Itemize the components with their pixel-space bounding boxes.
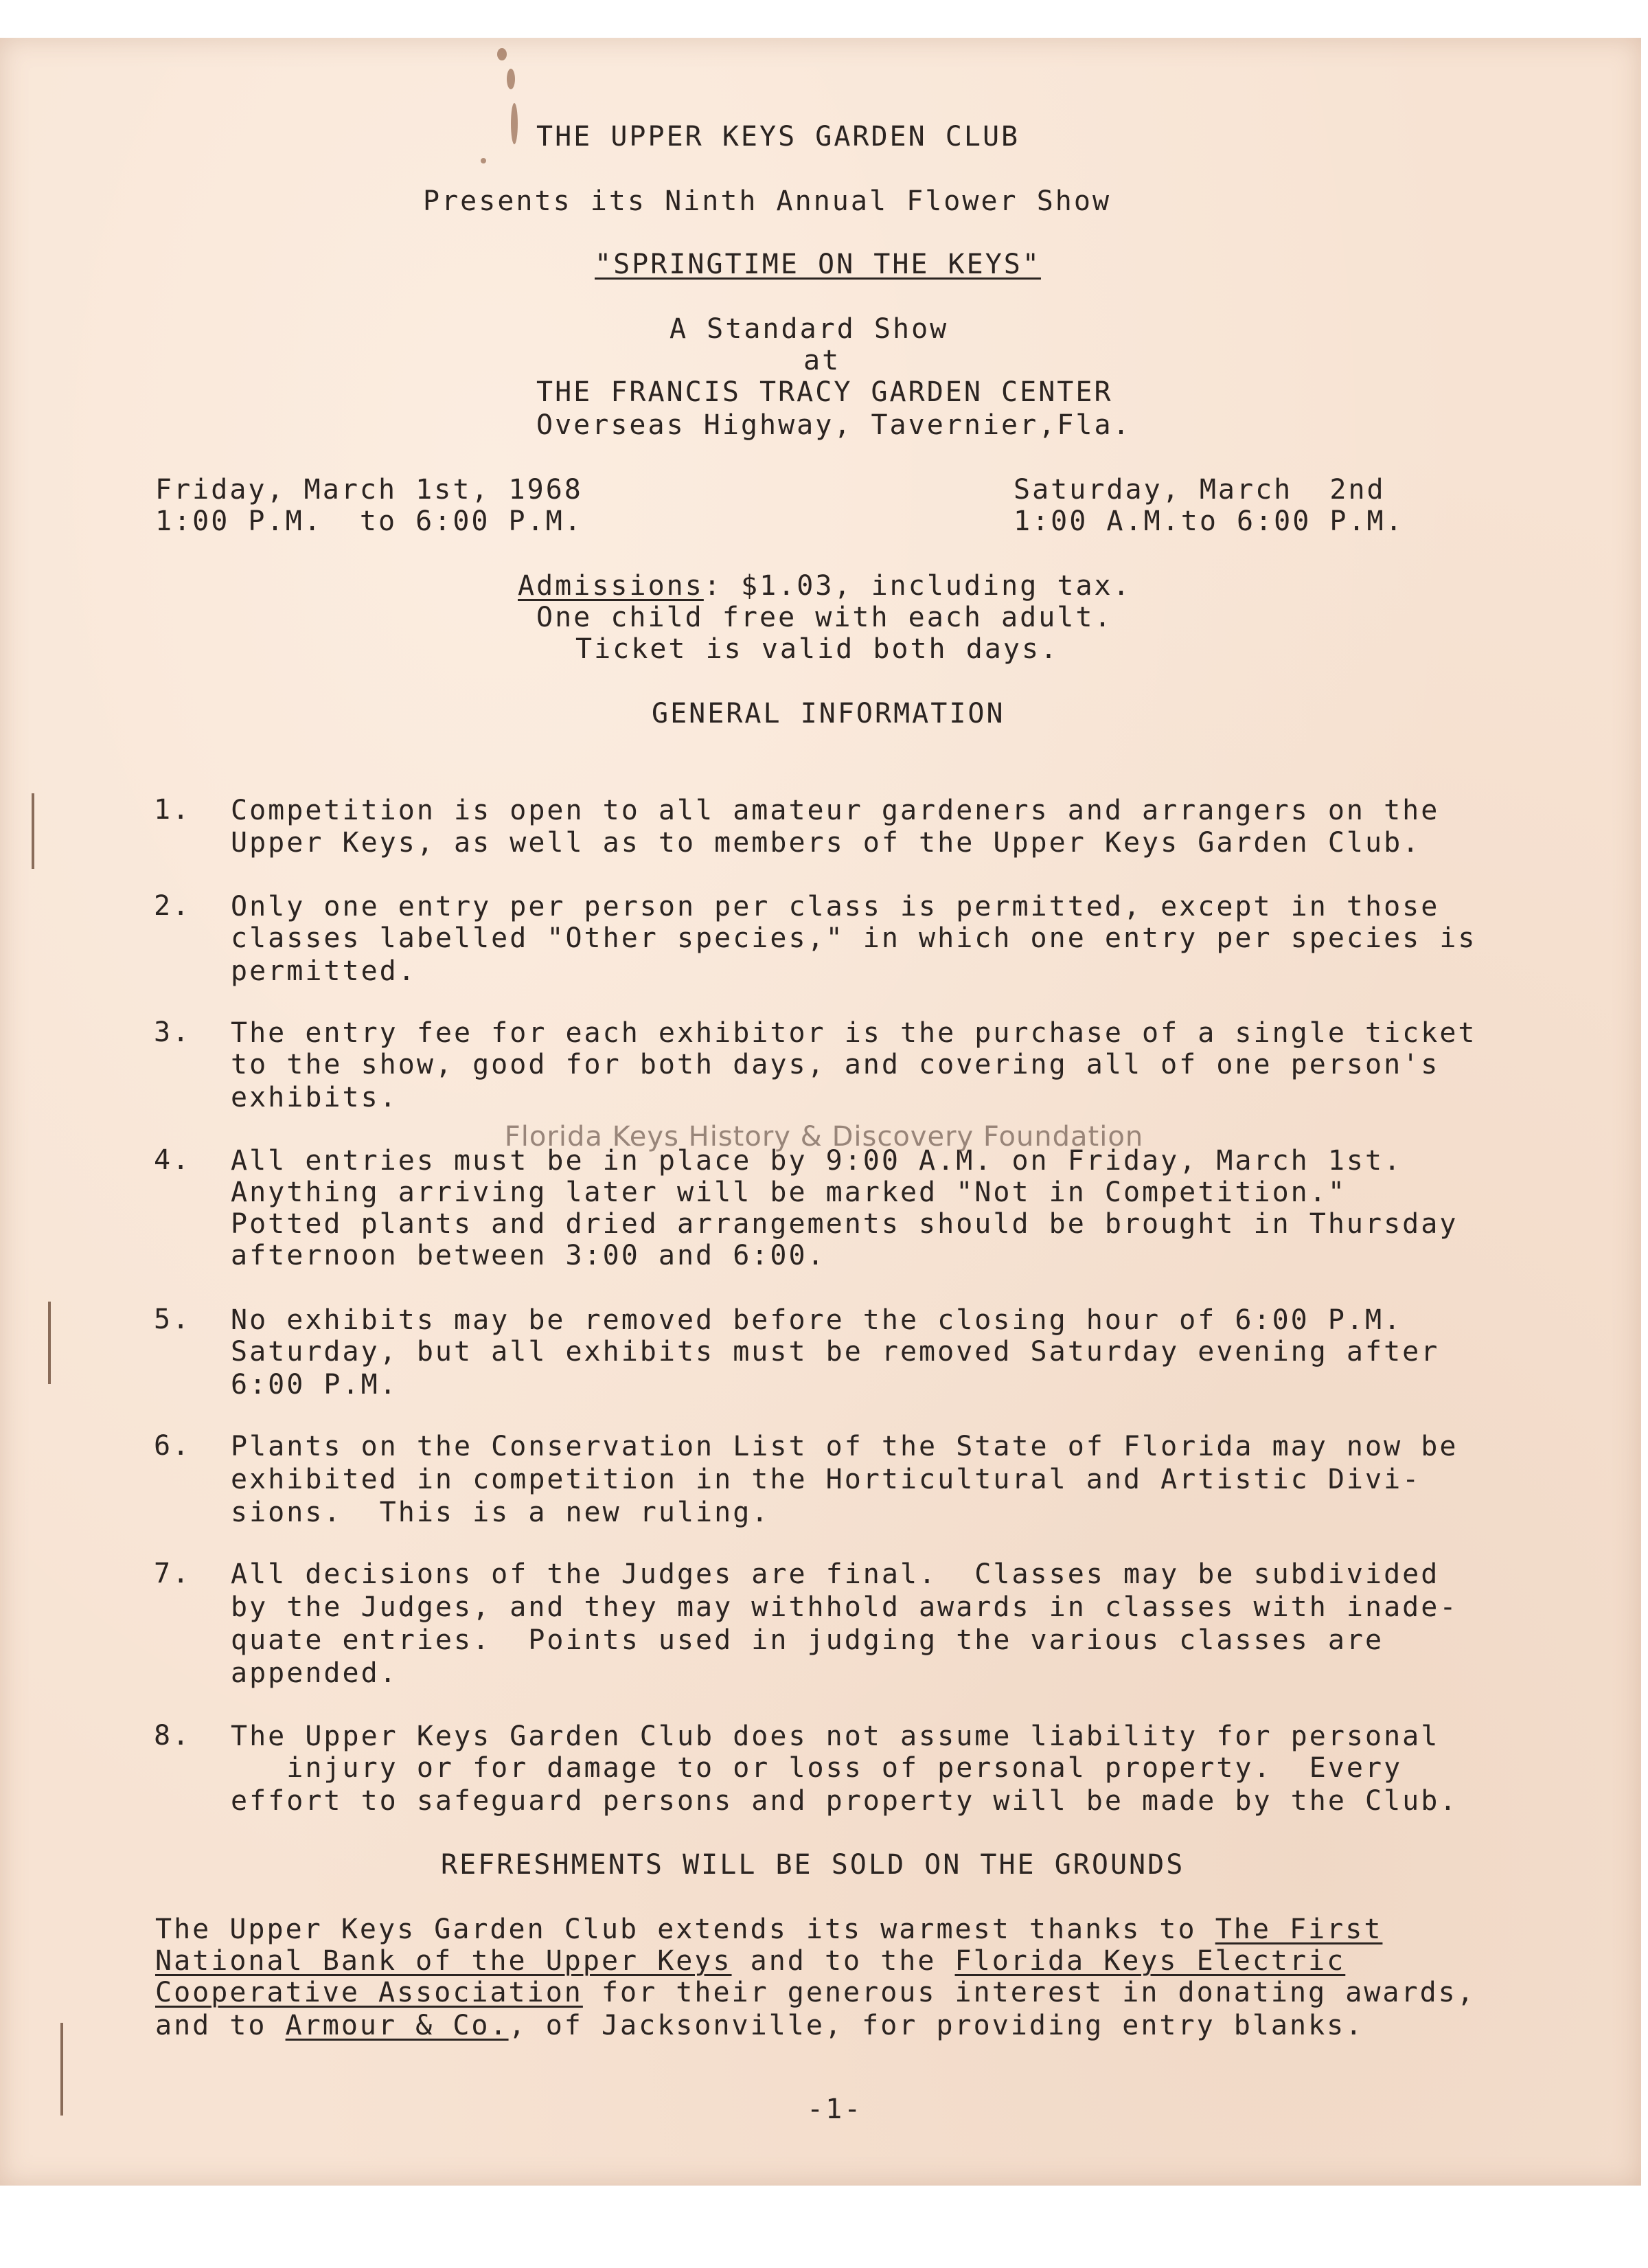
item-line: Only one entry per person per class is permitted, except in those [231,891,1440,922]
item-line: 6:00 P.M. [231,1369,398,1401]
show-theme: "SPRINGTIME ON THE KEYS" [595,249,1041,280]
item-line: by the Judges, and they may withhold awards in classes with inade- [231,1591,1458,1623]
admissions-child: One child free with each adult. [536,602,1113,633]
page-number: -1- [807,2094,863,2125]
item-line: to the show, good for both days, and covering all of one person's [231,1049,1440,1080]
club-title: THE UPPER KEYS GARDEN CLUB [536,121,1020,152]
item-number: 3. [154,1017,192,1048]
sponsor-bank-name: National Bank of the Upper Keys [155,1945,732,1977]
item-number: 5. [154,1304,192,1335]
item-number: 8. [154,1720,192,1751]
item-line: injury or for damage to or loss of personal property. Every [231,1752,1403,1784]
day2-time: 1:00 A.M.to 6:00 P.M. [1014,506,1404,537]
day2-date: Saturday, March 2nd [1014,474,1386,506]
item-number: 2. [154,890,192,922]
binding-mark [32,793,34,869]
item-line: No exhibits may be removed before the closing hour of 6:00 P.M. [231,1304,1403,1336]
sponsor-bank: The First [1215,1914,1383,1945]
admissions-label: Admissions [518,570,704,602]
ink-stain [481,158,486,163]
day1-date: Friday, March 1st, 1968 [155,474,583,506]
item-line: All entries must be in place by 9:00 A.M. on Friday, March 1st. [231,1145,1403,1177]
item-line: Upper Keys, as well as to members of the Upper Keys Garden Club. [231,827,1421,859]
sponsor-armour: Armour & Co. [285,2010,509,2041]
admissions-ticket: Ticket is valid both days. [575,633,1060,665]
venue-name: THE FRANCIS TRACY GARDEN CENTER [536,376,1113,408]
item-line: exhibited in competition in the Horticultural and Artistic Divi- [231,1464,1421,1495]
ink-stain [511,103,518,144]
item-line: sions. This is a new ruling. [231,1497,770,1528]
item-line: Saturday, but all exhibits must be removed Saturday evening after [231,1336,1440,1368]
thanks-text: , of Jacksonville, for providing entry blanks. [508,2010,1364,2041]
item-line: effort to safeguard persons and property will be made by the Club. [231,1785,1458,1817]
item-line: quate entries. Points used in judging the various classes are [231,1624,1384,1656]
item-line: All decisions of the Judges are final. Classes may be subdivided [231,1558,1440,1590]
ink-stain [507,69,515,89]
refreshments-notice: REFRESHMENTS WILL BE SOLD ON THE GROUNDS [441,1849,1185,1881]
item-line: permitted. [231,955,417,987]
ink-stain [497,48,507,60]
thanks-text: and to [155,2010,286,2041]
item-line: afternoon between 3:00 and 6:00. [231,1240,826,1271]
item-line: The entry fee for each exhibitor is the purchase of a single ticket [231,1017,1477,1049]
general-info-heading: GENERAL INFORMATION [652,698,1005,729]
item-number: 1. [154,794,192,826]
item-line: appended. [231,1657,398,1689]
item-number: 4. [154,1144,192,1176]
sponsor-electric: Florida Keys Electric [954,1945,1346,1977]
item-line: Plants on the Conservation List of the State of Florida may now be [231,1431,1458,1462]
item-line: exhibits. [231,1082,398,1113]
item-line: Anything arriving later will be marked "Not in Competition." [231,1177,1347,1208]
admissions-line [518,570,1132,602]
day1-time: 1:00 P.M. to 6:00 P.M. [155,506,583,537]
item-number: 7. [154,1558,192,1589]
item-line: The Upper Keys Garden Club does not assume liability for personal [231,1721,1440,1752]
presents-line: Presents its Ninth Annual Flower Show [423,185,1112,217]
thanks-line-4 [155,2010,1364,2041]
thanks-text: for their generous interest in donating awards, [582,1977,1476,2008]
item-line: classes labelled "Other species," in which one entry per species is [231,922,1477,954]
item-line: Competition is open to all amateur gardeners and arrangers on the [231,795,1440,826]
thanks-line-1 [155,1914,1382,1945]
item-number: 6. [154,1430,192,1462]
at-word: at [803,345,841,376]
watermark: Florida Keys History & Discovery Foundation [504,1121,1144,1153]
admissions-price: : $1.03, including tax. [703,570,1132,602]
thanks-text: and to the [731,1945,955,1977]
binding-mark [60,2023,63,2116]
item-line: Potted plants and dried arrangements should be brought in Thursday [231,1208,1458,1240]
thanks-line-2 [155,1945,1345,1977]
sponsor-cooperative: Cooperative Association [155,1977,583,2008]
thanks-text: The Upper Keys Garden Club extends its warmest thanks to [155,1914,1215,1945]
standard-show: A Standard Show [670,313,949,345]
venue-address: Overseas Highway, Tavernier,Fla. [536,409,1132,441]
binding-mark [48,1302,51,1384]
thanks-line-3 [155,1977,1476,2008]
